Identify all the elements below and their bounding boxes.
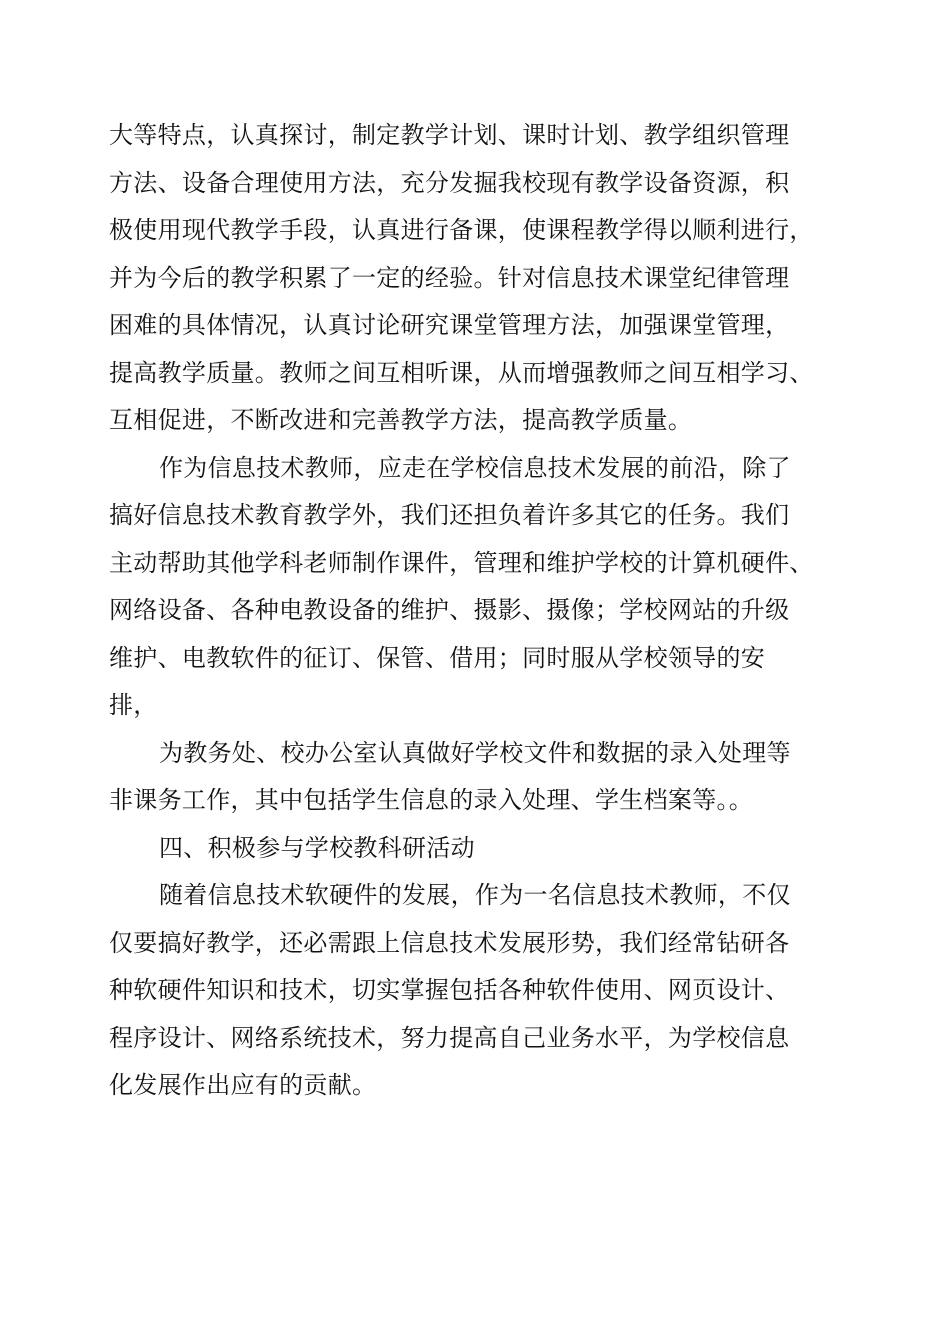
text-line: 种软硬件知识和技术，切实掌握包括各种软件使用、网页设计、 — [109, 976, 790, 1004]
text-line: 搞好信息技术教育教学外，我们还担负着许多其它的任务。我们 — [109, 501, 790, 529]
text-line: 主动帮助其他学科老师制作课件，管理和维护学校的计算机硬件、 — [109, 548, 814, 577]
text-line: 大等特点，认真探讨，制定教学计划、课时计划、教学组织管理 — [109, 121, 790, 149]
text-line: 极使用现代教学手段，认真进行备课，使课程教学得以顺利进行， — [109, 216, 814, 244]
text-line: 维护、电教软件的征订、保管、借用；同时服从学校领导的安 — [109, 643, 766, 672]
text-line: 化发展作出应有的贡献。 — [109, 1071, 377, 1099]
text-line: 排， — [109, 691, 158, 719]
paragraph-start-line: 随着信息技术软硬件的发展，作为一名信息技术教师，不仅 — [159, 881, 791, 909]
text-line: 提高教学质量。教师之间互相听课，从而增强教师之间互相学习、 — [109, 358, 814, 387]
text-line: 并为今后的教学积累了一定的经验。针对信息技术课堂纪律管理 — [109, 263, 790, 292]
section-heading: 四、积极参与学校教科研活动 — [159, 833, 475, 862]
text-line: 仅要搞好教学，还必需跟上信息技术发展形势，我们经常钻研各 — [109, 928, 790, 957]
text-line: 互相促进，不断改进和完善教学方法，提高教学质量。 — [109, 406, 693, 434]
text-line: 程序设计、网络系统技术，努力提高自己业务水平，为学校信息 — [109, 1023, 790, 1052]
paragraph-start-line: 作为信息技术教师，应走在学校信息技术发展的前沿，除了 — [159, 453, 791, 482]
text-line: 困难的具体情况，认真讨论研究课堂管理方法，加强课堂管理， — [109, 311, 790, 339]
paragraph-start-line: 为教务处、校办公室认真做好学校文件和数据的录入处理等 — [159, 738, 791, 767]
document-body — [109, 112, 879, 1110]
text-line: 方法、设备合理使用方法，充分发掘我校现有教学设备资源，积 — [109, 168, 790, 197]
text-line: 网络设备、各种电教设备的维护、摄影、摄像；学校网站的升级 — [109, 596, 790, 624]
text-line: 非课务工作，其中包括学生信息的录入处理、学生档案等。。 — [109, 786, 754, 814]
